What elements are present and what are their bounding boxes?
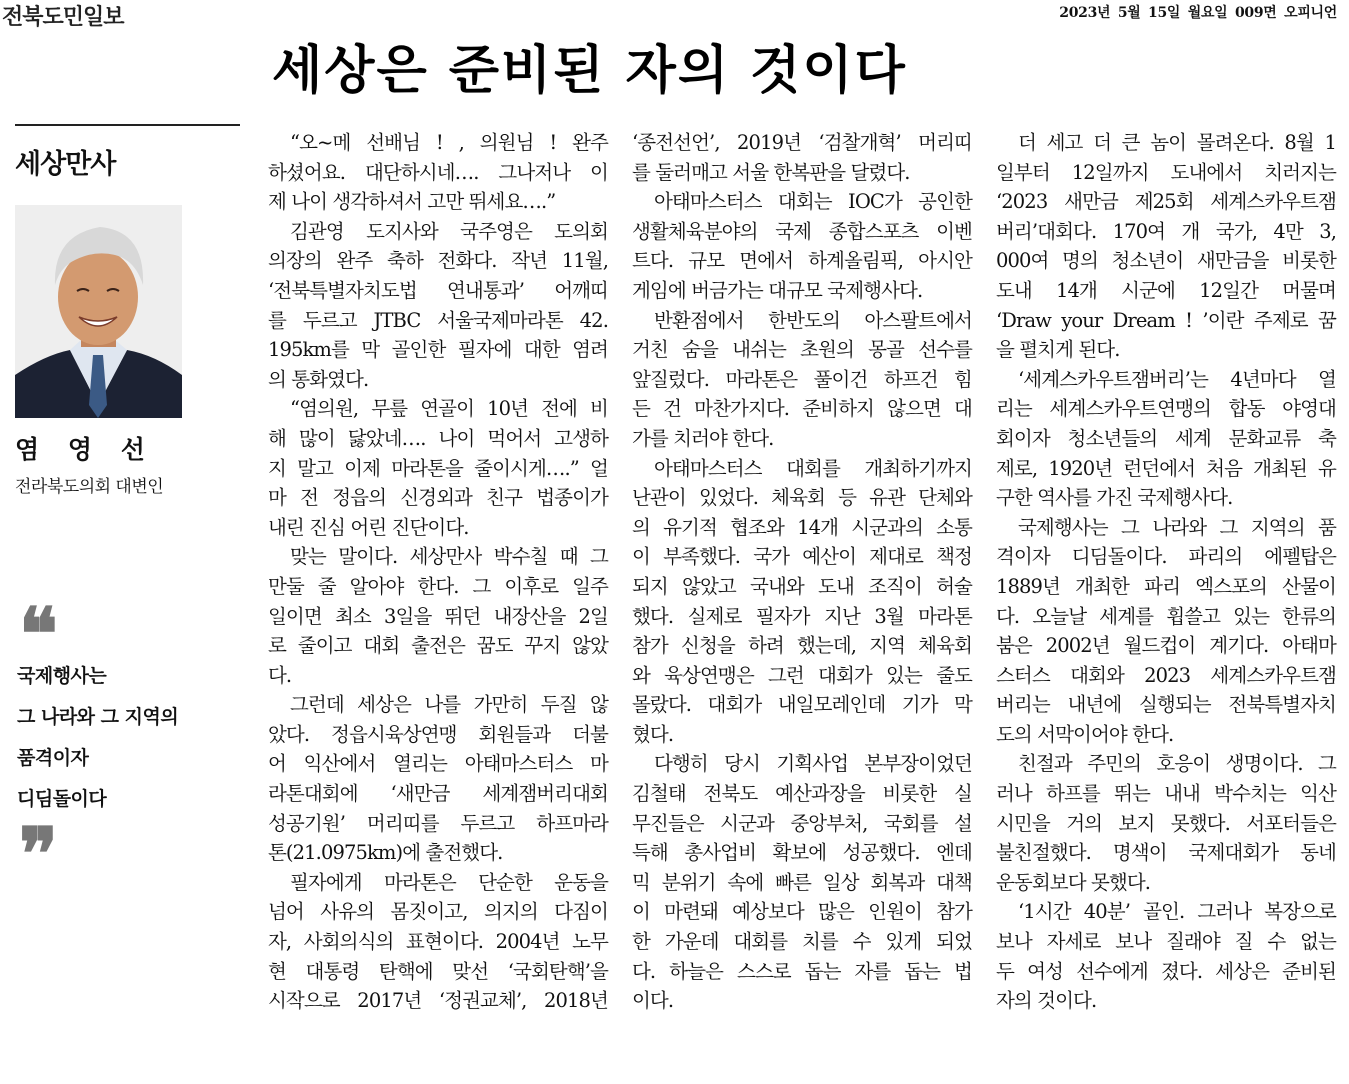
article-text-line: ‘2023 새만금 제25회 세계스카우트잼	[996, 190, 1336, 214]
article-text-line: 를 둘러매고 서울 한복판을 달렸다.	[632, 160, 910, 184]
article-text-line: 가를 치러야 한다.	[632, 426, 774, 450]
article-text-line: 구한 역사를 가진 국제행사다.	[996, 486, 1233, 510]
divider	[15, 124, 240, 126]
article-text-line: 어 익산에서 열리는 아태마스터스 마	[268, 752, 608, 776]
article-text-line: 보나 자세로 보나 질래야 질 수 없는	[996, 930, 1336, 954]
article-text-line: 필자에게 마라톤은 단순한 운동을	[290, 870, 608, 894]
article-text-line: ‘Draw your Dream ! ’이란 주제로 꿈	[996, 308, 1336, 332]
author-sidebar	[15, 124, 240, 896]
article-text-line: 라톤대회에 ‘새만금 세계잼버리대회	[268, 782, 608, 806]
article-text-line: 앞질렀다. 마라톤은 풀이건 하프건 힘	[632, 367, 972, 391]
article-text-line: 자의 것이다.	[996, 989, 1097, 1013]
article-text-line: 제 나이 생각하셔서 고만 뛰세요….”	[268, 190, 556, 214]
article-text-line: 내린 진심 어린 진단이다.	[268, 515, 469, 539]
article-text-line: 의 통화였다.	[268, 367, 369, 391]
article-text-line: 두 여성 선수에게 졌다. 세상은 준비된	[996, 959, 1336, 983]
pull-quote	[17, 656, 242, 820]
article-text-line: 1889년 개최한 파리 엑스포의 산물이	[996, 574, 1336, 598]
article-text-line: 아태마스터스 대회는 IOC가 공인한	[654, 190, 972, 214]
article-text-line: 참가 신청을 하려 했는데, 지역 체육회	[632, 634, 972, 658]
article-text-line: 김관영 도지사와 국주영은 도의회	[290, 219, 608, 243]
article-text-line: 일이면 최소 3일을 뛰던 내장산을 2일	[268, 604, 608, 628]
author-name: 염 영 선	[15, 435, 155, 464]
article-text-line: 게임에 버금가는 대규모 국제행사다.	[632, 278, 923, 302]
article-text-line: 불친절했다. 명색이 국제대회가 동네	[996, 841, 1336, 865]
column-name: 세상만사	[15, 149, 116, 180]
article-text-line: ‘세계스카우트잼버리’는 4년마다 열	[1018, 367, 1336, 391]
article-text-line: 현 대통령 탄핵에 맞선 ‘국회탄핵’을	[268, 959, 608, 983]
article-text-line: 버리는 내년에 실행되는 전북특별자치	[996, 693, 1336, 717]
article-text-line: 195km를 막 골인한 필자에 대한 염려	[268, 338, 608, 362]
article-text-line: 일부터 12일까지 도내에서 치러지는	[996, 160, 1336, 184]
article-text-line: 을 펼치게 된다.	[996, 338, 1120, 362]
article-text-line: 맞는 말이다. 세상만사 박수칠 때 그	[290, 545, 608, 569]
article-text-line: “오~메 선배님 ! , 의원님 ! 완주	[290, 131, 608, 154]
article-text-line: 되지 않았고 국내와 도내 조직이 허술	[632, 574, 972, 598]
article-text-line: 격이자 디딤돌이다. 파리의 에펠탑은	[996, 545, 1336, 569]
article-text-line: 이 마련돼 예상보다 많은 인원이 참가	[632, 900, 972, 924]
article-text-line: 를 두르고 JTBC 서울국제마라톤 42.	[268, 308, 608, 332]
article-text-line: 이다.	[632, 989, 674, 1013]
article-text-line: 다. 오늘날 세계를 휩쓸고 있는 한류의	[996, 604, 1336, 628]
article-text-line: 톤(21.0975km)에 출전했다.	[268, 841, 503, 865]
article-text-line: 반환점에서 한반도의 아스팔트에서	[654, 308, 972, 332]
article-text-line: 의 유기적 협조와 14개 시군과의 소통	[632, 515, 972, 539]
dateline: 2023년 5월 15일 월요일 009면 오피니언	[1059, 5, 1337, 21]
article-text-line: 친절과 주민의 호응이 생명이다. 그	[1018, 752, 1336, 776]
pull-quote-line: 품격이자	[17, 747, 89, 769]
article-text-line: 그런데 세상은 나를 가만히 두질 않	[290, 693, 608, 717]
article-text-line: 만둘 줄 알아야 한다. 그 이후로 일주	[268, 574, 608, 598]
article-text-line: 000여 명의 청소년이 새만금을 비롯한	[996, 249, 1336, 273]
open-quote-icon: ❝	[19, 591, 58, 676]
article-text-line: 더 세고 더 큰 놈이 몰려온다. 8월 1	[1018, 131, 1336, 154]
article-text-line: 몰랐다. 대회가 내일모레인데 기가 막	[632, 693, 972, 717]
article-text-line: 했다. 실제로 필자가 지난 3월 마라톤	[632, 604, 972, 628]
article-text-line: 제로, 1920년 런던에서 처음 개최된 유	[996, 456, 1336, 480]
article-text-line: 회이자 청소년들의 세계 문화교류 축	[996, 426, 1336, 450]
article-text-line: 시작으로 2017년 ‘정권교체’, 2018년	[268, 989, 608, 1013]
article-text-line: 시민을 거의 보지 못했다. 서포터들은	[996, 811, 1336, 835]
article-text-line: 거친 숨을 내쉬는 초원의 몽골 선수를	[632, 338, 972, 362]
article-text-line: 붐은 2002년 월드컵이 계기다. 아태마	[996, 634, 1336, 658]
pull-quote-line: 그 나라와 그 지역의	[17, 706, 179, 728]
article-text-line: 국제행사는 그 나라와 그 지역의 품	[1018, 515, 1336, 539]
article-text-line: 트다. 규모 면에서 하계올림픽, 아시안	[632, 249, 972, 273]
article-text-line: 리는 세계스카우트연맹의 합동 야영대	[996, 397, 1336, 421]
article-text-line: 이 부족했다. 국가 예산이 제대로 책정	[632, 545, 972, 569]
article-text-line: 다행히 당시 기획사업 본부장이었던	[654, 752, 972, 776]
article-text-line: 김철태 전북도 예산과장을 비롯한 실	[632, 782, 972, 806]
article-text-line: 넘어 사유의 몸짓이고, 의지의 다짐이	[268, 900, 608, 924]
article-text-line: ‘1시간 40분’ 골인. 그러나 복장으로	[1018, 900, 1336, 924]
article-text-line: 무진들은 시군과 중앙부처, 국회를 설	[632, 811, 972, 835]
article-text-line: ‘전북특별자치도법 연내통과’ 어깨띠	[268, 278, 608, 302]
article-text-line: 성공기원’ 머리띠를 두르고 하프마라	[268, 811, 608, 835]
article-text-line: 지 말고 이제 마라톤을 줄이시게….” 얼	[268, 456, 608, 480]
article-text-line: 러나 하프를 뛰는 내내 박수치는 익산	[996, 782, 1336, 806]
article-text-line: ‘종전선언’, 2019년 ‘검찰개혁’ 머리띠	[632, 131, 972, 154]
close-quote-icon: ❞	[19, 811, 58, 896]
newspaper-masthead: 전북도민일보	[2, 5, 124, 30]
article-text-line: 와 육상연맹은 그런 대회가 있는 줄도	[632, 663, 972, 687]
article-text-line: 마 전 정읍의 신경외과 친구 법종이가	[268, 486, 608, 510]
article-text-line: 아태마스터스 대회를 개최하기까지	[654, 456, 972, 480]
article-headline: 세상은 준비된 자의 것이다	[272, 41, 907, 101]
body-column-2	[632, 128, 972, 1016]
article-text-line: 운동회보다 못했다.	[996, 870, 1151, 894]
pull-quote-line: 국제행사는	[17, 665, 107, 687]
article-text-line: 버리’대회다. 170여 개 국가, 4만 3,	[996, 219, 1336, 243]
body-column-1	[268, 128, 608, 1016]
pull-quote-line: 디딤돌이다	[17, 788, 107, 810]
article-text-line: 득해 총사업비 확보에 성공했다. 엔데	[632, 841, 972, 865]
article-text-line: 난관이 있었다. 체육회 등 유관 단체와	[632, 486, 972, 510]
article-text-line: 스터스 대회와 2023 세계스카우트잼	[996, 663, 1336, 687]
article-text-line: 한 가운데 대회를 치를 수 있게 되었	[632, 930, 972, 954]
article-text-line: 도의 서막이어야 한다.	[996, 722, 1174, 746]
article-text-line: 다. 하늘은 스스로 돕는 자를 돕는 법	[632, 959, 972, 983]
author-photo	[15, 205, 182, 418]
article-text-line: 해 많이 닳았네…. 나이 먹어서 고생하	[268, 426, 608, 450]
article-text-line: 믹 분위기 속에 빠른 일상 회복과 대책	[632, 870, 972, 894]
article-text-line: “염의원, 무릎 연골이 10년 전에 비	[290, 397, 608, 421]
article-text-line: 든 건 마찬가지다. 준비하지 않으면 대	[632, 397, 972, 421]
article-text-line: 도내 14개 시군에 12일간 머물며	[996, 278, 1336, 302]
article-text-line: 았다. 정읍시육상연맹 회원들과 더불	[268, 722, 608, 746]
article-text-line: 자, 사회의식의 표현이다. 2004년 노무	[268, 930, 608, 954]
article-text-line: 하셨어요. 대단하시네…. 그나저나 이	[268, 160, 608, 184]
portrait-image-icon	[15, 205, 182, 418]
article-text-line: 로 줄이고 대회 출전은 꿈도 꾸지 않았	[268, 634, 608, 658]
author-title: 전라북도의회 대변인	[15, 477, 164, 497]
article-text-line: 의장의 완주 축하 전화다. 작년 11월,	[268, 249, 608, 273]
body-column-3	[996, 128, 1336, 1016]
article-text-line: 생활체육분야의 국제 종합스포츠 이벤	[632, 219, 972, 243]
article-text-line: 혔다.	[632, 722, 674, 746]
article-text-line: 다.	[268, 663, 292, 687]
